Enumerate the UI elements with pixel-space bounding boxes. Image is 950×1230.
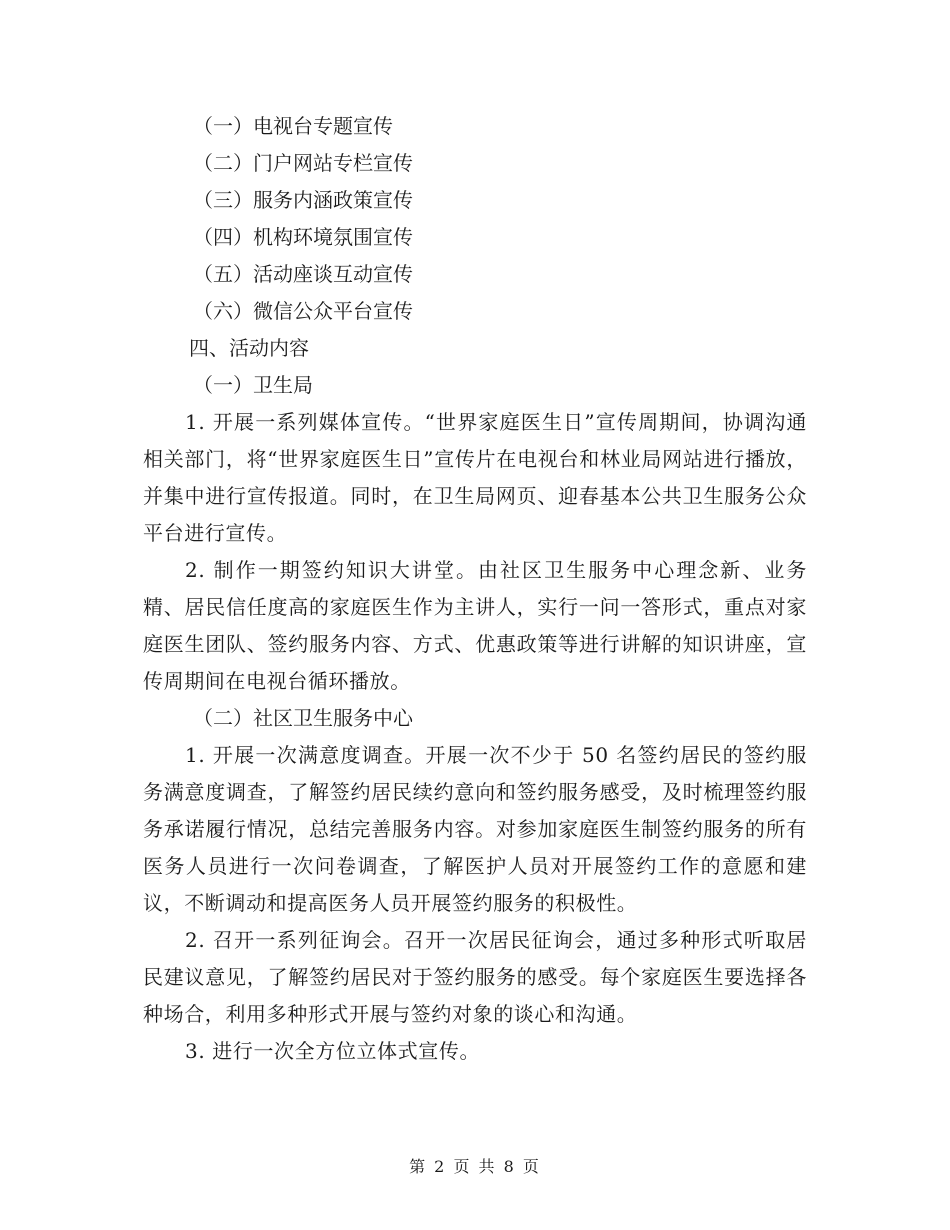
list-item: （三）服务内涵政策宣传 [193, 188, 413, 212]
list-item: （四）机构环境氛围宣传 [193, 225, 413, 249]
paragraph: 2. 召开一系列征询会。召开一次居民征询会，通过多种形式听取居民建议意见，了解签约居民对于签约服务的感受。每个家庭医生要选择各种场合，利用多种形式开展与签约对象的谈心和沟通。 [143, 928, 807, 1026]
paragraph: 2. 制作一期签约知识大讲堂。由社区卫生服务中心理念新、业务精、居民信任度高的家庭医生作为主讲人，实行一问一答形式，重点对家庭医生团队、签约服务内容、方式、优惠政策等进行讲解的知识讲座，宣传周期间在电视台循环播放。 [143, 558, 807, 693]
list-item: （六）微信公众平台宣传 [193, 299, 413, 323]
page-footer [0, 1154, 950, 1177]
list-item: （一）电视台专题宣传 [193, 114, 393, 138]
paragraph: 1. 开展一系列媒体宣传。“世界家庭医生日”宣传周期间，协调沟通相关部门，将“世界家庭医生日”宣传片在电视台和林业局网站进行播放，并集中进行宣传报道。同时，在卫生局网页、迎春基本公共卫生服务公众平台进行宣传。 [143, 410, 807, 545]
paragraph: 1. 开展一次满意度调查。开展一次不少于 50 名签约居民的签约服务满意度调查，了解签约居民续约意向和签约服务感受，及时梳理签约服务承诺履行情况，总结完善服务内容。对参加家庭医生制签约服务的所有医务人员进行一次问卷调查，了解医护人员对开展签约工作的意愿和建议，不断调动和提高医务人员开展签约服务的积极性。 [143, 743, 807, 915]
paragraph: 3. 进行一次全方位立体式宣传。 [185, 1039, 481, 1063]
section-heading: 四、活动内容 [189, 336, 309, 360]
document-body [143, 108, 807, 1070]
subsection-heading: （一）卫生局 [193, 373, 313, 397]
list-item: （五）活动座谈互动宣传 [193, 262, 413, 286]
page-number: 第 2 页 共 8 页 [409, 1157, 541, 1176]
list-item: （二）门户网站专栏宣传 [193, 151, 413, 175]
subsection-heading: （二）社区卫生服务中心 [193, 706, 413, 730]
